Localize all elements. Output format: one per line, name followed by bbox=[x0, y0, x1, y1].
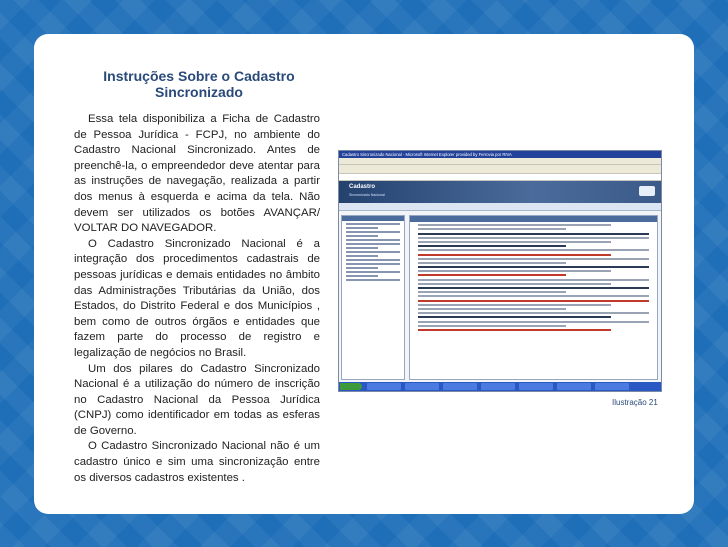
logo-icon bbox=[639, 186, 655, 196]
figure-caption: Ilustração 21 bbox=[612, 398, 658, 407]
screenshot-content bbox=[339, 214, 661, 382]
paragraph: O Cadastro Sincronizado Nacional é a integração dos procedimentos cadastrais de pessoas jurídicas e demais entidades no âmbito das Administrações Tributárias da União, dos Estados, do Distrito Federal e dos Municípios , bem como de outros órgãos e entidades que fazem parte do processo de registro e legalização de negócios no Brasil. bbox=[74, 237, 320, 359]
title-line-2: Sincronizado bbox=[155, 84, 243, 100]
embedded-screenshot bbox=[338, 150, 662, 392]
start-button bbox=[340, 383, 362, 390]
fcpj-sidebar bbox=[341, 215, 405, 380]
browser-title-bar: Cadastro Sincronizado Nacional - Microsoft Internet Explorer provided by Ferrovia por RIVA bbox=[339, 151, 661, 158]
site-banner bbox=[339, 181, 661, 203]
browser-toolbar bbox=[339, 165, 661, 174]
windows-taskbar bbox=[339, 382, 661, 391]
body-text bbox=[74, 112, 320, 486]
browser-menu-bar bbox=[339, 158, 661, 165]
paragraph: O Cadastro Sincronizado Nacional não é um cadastro único e sim uma sincronização entre os diversos cadastros existentes . bbox=[74, 440, 320, 484]
banner-title: Cadastro bbox=[349, 184, 376, 190]
info-bar bbox=[339, 203, 661, 211]
banner-subtitle: Sincronizado Nacional bbox=[349, 193, 385, 197]
browser-address-bar bbox=[339, 174, 661, 181]
paragraph: Essa tela disponibiliza a Ficha de Cadastro de Pessoa Jurídica - FCPJ, no ambiente do Cadastro Nacional Sincronizado. Antes de preenchê-la, o empreendedor deve atentar para as instruções de navegação, realizada a partir dos menus à esquerda e acima da tela. Não devem ser utilizados os botões AVANÇAR/ VOLTAR DO NAVEGADOR. bbox=[74, 113, 320, 235]
paragraph: Um dos pilares do Cadastro Sincronizado Nacional é a utilização do número de inscrição no Cadastro Nacional da Pessoa Jurídica (CNPJ) como identificador em todas as esferas de Governo. bbox=[74, 362, 320, 437]
page-title bbox=[74, 68, 324, 100]
title-line-1: Instruções Sobre o Cadastro bbox=[103, 68, 295, 84]
instructions-panel bbox=[409, 215, 658, 380]
